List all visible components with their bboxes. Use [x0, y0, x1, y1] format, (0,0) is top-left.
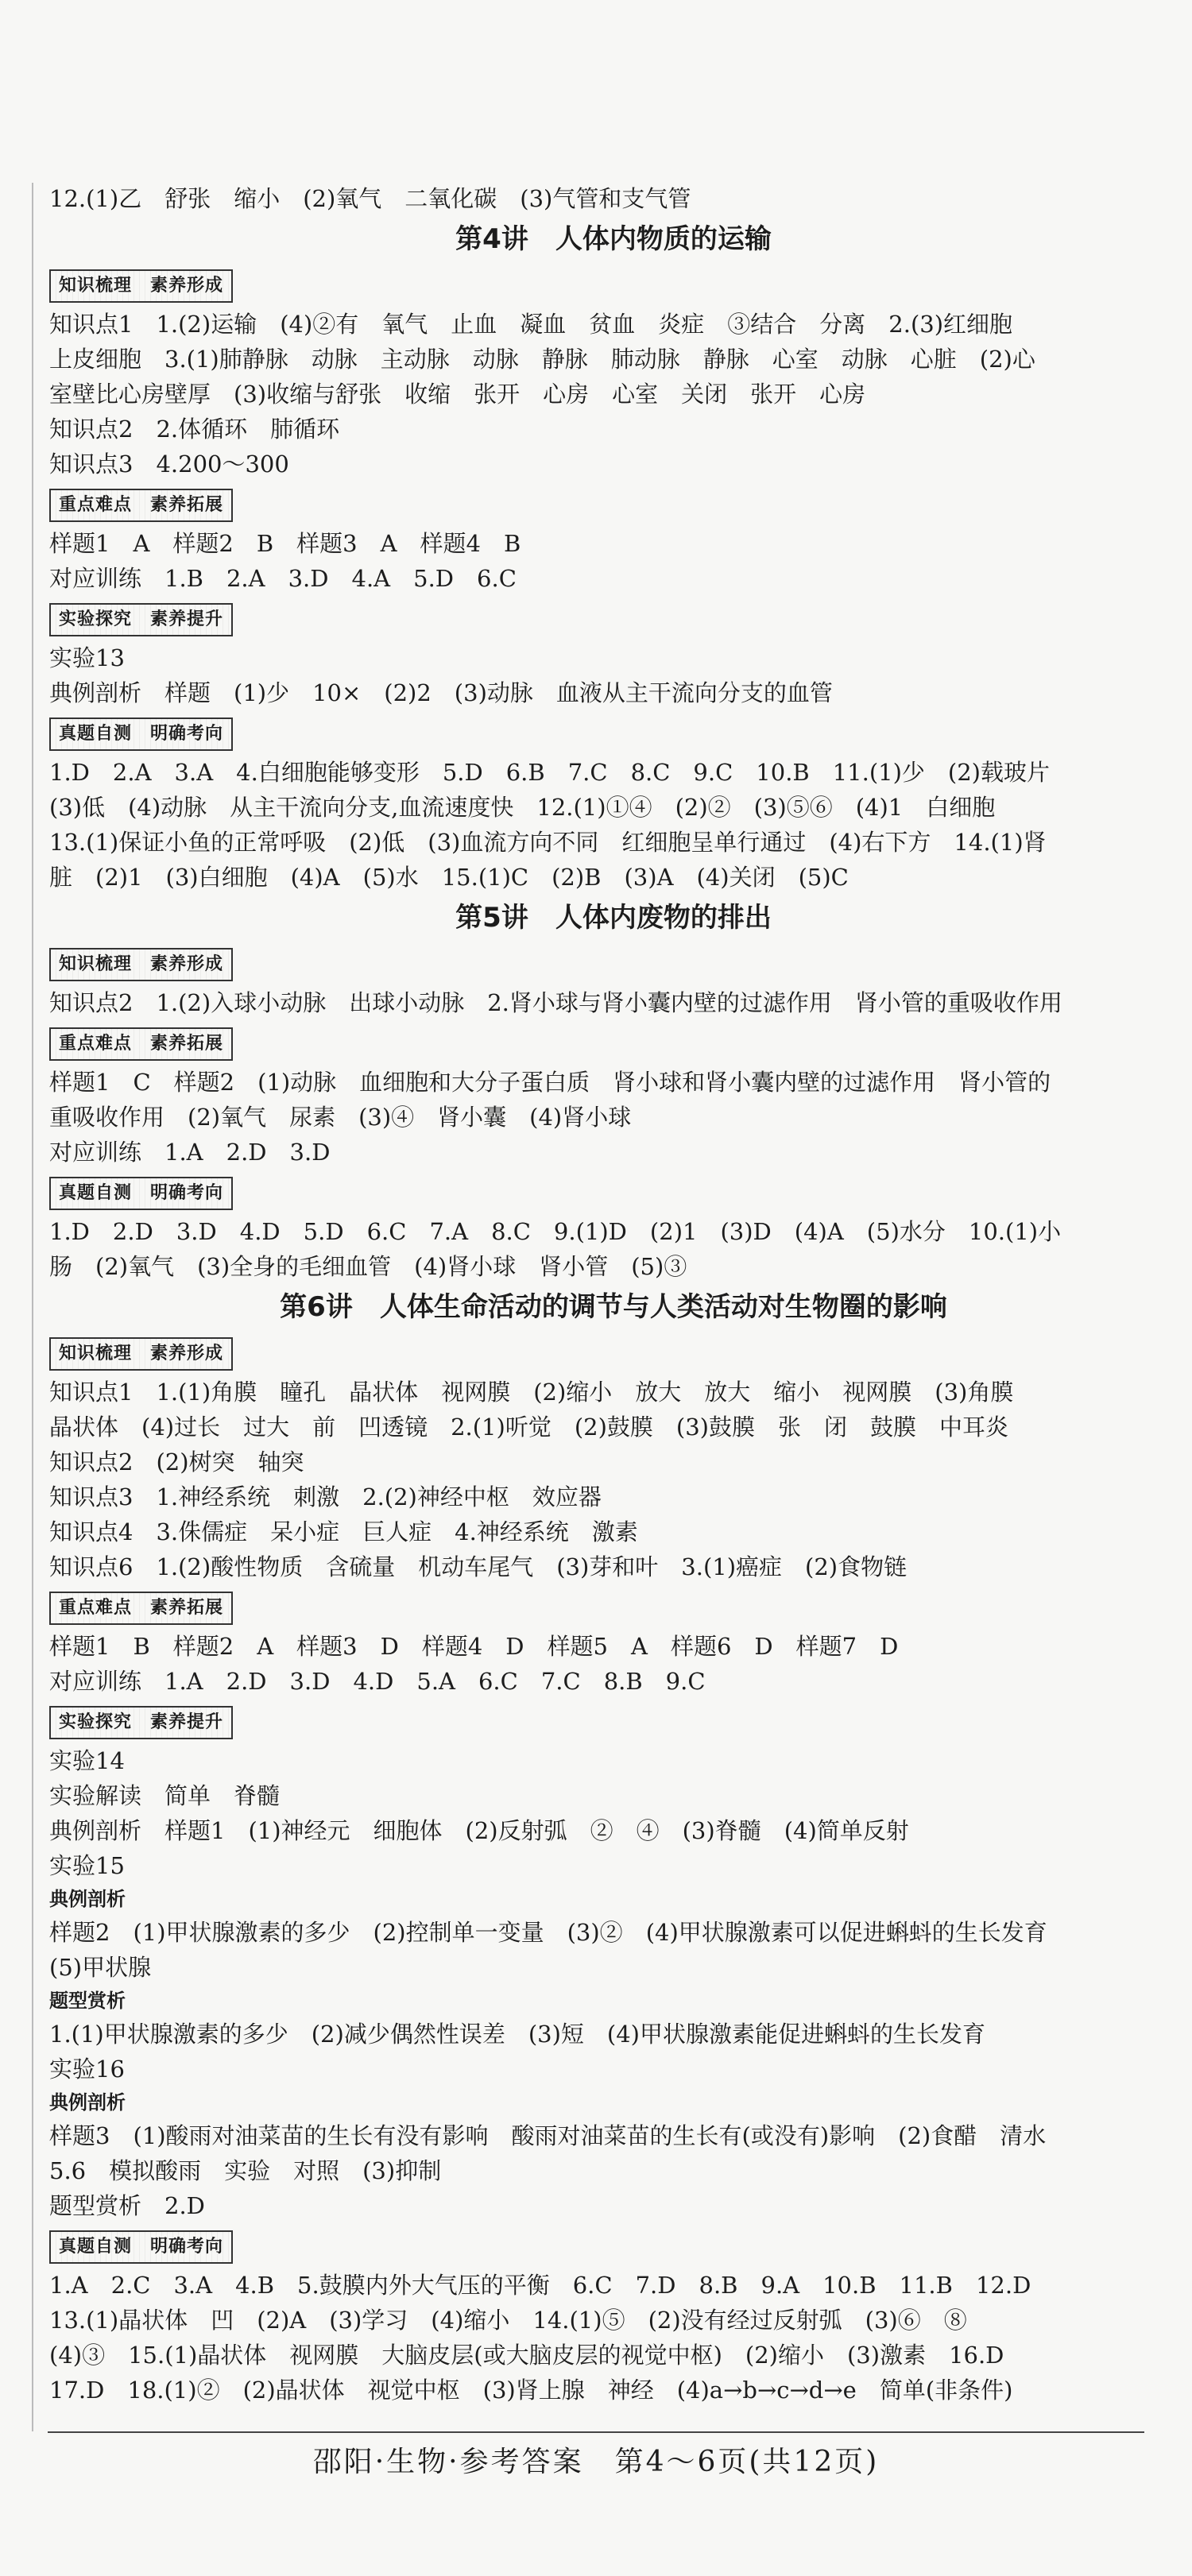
section-banner: 重点难点 素养拓展: [49, 489, 233, 522]
answer-line: 知识点2 2.体循环 肺循环: [49, 416, 340, 443]
answer-line: 样题2 (1)甲状腺激素的多少 (2)控制单一变量 (3)② (4)甲状腺激素可以促进蝌蚪的生长发育: [49, 1919, 1047, 1946]
section-banner-row: [49, 1023, 1178, 1065]
answer-line: 实验解读 简单 脊髓: [49, 1782, 281, 1809]
lecture-title: 第4讲 人体内物质的运输: [455, 223, 772, 255]
sub-heading: 典例剖析: [49, 1888, 126, 1910]
answer-line: 样题1 C 样题2 (1)动脉 血细胞和大分子蛋白质 肾小球和肾小囊内壁的过滤作用 肾小管的: [49, 1069, 1051, 1096]
answer-line: 晶状体 (4)过长 过大 前 凹透镜 2.(1)听觉 (2)鼓膜 (3)鼓膜 张 闭 鼓膜 中耳炎: [49, 1414, 1008, 1441]
answer-line: 典例剖析 样题1 (1)神经元 细胞体 (2)反射弧 ② ④ (3)脊髓 (4)简单反射: [49, 1817, 909, 1844]
answer-line: 1.D 2.D 3.D 4.D 5.D 6.C 7.A 8.C 9.(1)D (2)1 (3)D (4)A (5)水分 10.(1)小: [49, 1218, 1062, 1245]
answer-line: (3)低 (4)动脉 从主干流向分支,血流速度快 12.(1)①④ (2)② (3)⑤⑥ (4)1 白细胞: [49, 794, 996, 821]
answer-line: 实验14: [49, 1747, 125, 1774]
section-banner: 知识梳理 素养形成: [49, 269, 233, 303]
sub-heading: 题型赏析: [49, 1990, 126, 2012]
section-banner: 真题自测 明确考向: [49, 717, 233, 751]
answer-line: 室壁比心房壁厚 (3)收缩与舒张 收缩 张开 心房 心室 关闭 张开 心房: [49, 381, 866, 408]
answer-line: 上皮细胞 3.(1)肺静脉 动脉 主动脉 动脉 静脉 肺动脉 静脉 心室 动脉 心脏 (2)心: [49, 346, 1035, 373]
answer-line: 17.D 18.(1)② (2)晶状体 视觉中枢 (3)肾上腺 神经 (4)a→b→c→d→e 简单(非条件): [49, 2377, 1013, 2404]
answer-line: 1.(1)甲状腺激素的多少 (2)减少偶然性误差 (3)短 (4)甲状腺激素能促进蝌蚪的生长发育: [49, 2021, 985, 2048]
answer-line: 典例剖析 样题 (1)少 10× (2)2 (3)动脉 血液从主干流向分支的血管: [49, 679, 833, 706]
answer-line: 知识点3 4.200～300: [49, 451, 289, 478]
answer-line: 实验13: [49, 644, 125, 671]
section-banner-row: [49, 2226, 1178, 2268]
answer-line: 知识点6 1.(2)酸性物质 含硫量 机动车尾气 (3)芽和叶 3.(1)癌症 (2)食物链: [49, 1553, 908, 1580]
section-banner: 真题自测 明确考向: [49, 2230, 233, 2264]
section-banner-row: [49, 1173, 1178, 1214]
answer-line: (4)③ 15.(1)晶状体 视网膜 大脑皮层(或大脑皮层的视觉中枢) (2)缩小 (3)激素 16.D: [49, 2342, 1004, 2369]
section-banner: 实验探究 素养提升: [49, 603, 233, 636]
answer-line: 知识点3 1.神经系统 刺激 2.(2)神经中枢 效应器: [49, 1483, 602, 1510]
answer-line: 样题1 B 样题2 A 样题3 D 样题4 D 样题5 A 样题6 D 样题7 D: [49, 1633, 899, 1660]
answer-line: 12.(1)乙 舒张 缩小 (2)氧气 二氧化碳 (3)气管和支气管: [49, 185, 691, 212]
section-banner: 重点难点 素养拓展: [49, 1592, 233, 1625]
answer-line: 知识点2 1.(2)入球小动脉 出球小动脉 2.肾小球与肾小囊内壁的过滤作用 肾小管的重吸收作用: [49, 989, 1062, 1016]
section-banner: 知识梳理 素养形成: [49, 948, 233, 981]
answer-line: 1.A 2.C 3.A 4.B 5.鼓膜内外大气压的平衡 6.C 7.D 8.B 9.A 10.B 11.B 12.D: [49, 2272, 1031, 2299]
section-banner: 知识梳理 素养形成: [49, 1337, 233, 1371]
answer-line: 对应训练 1.B 2.A 3.D 4.A 5.D 6.C: [49, 565, 517, 592]
section-banner-row: [49, 265, 1178, 307]
section-banner-row: [49, 1588, 1178, 1629]
section-banner-row: [49, 1333, 1178, 1375]
answer-line: 知识点1 1.(2)运输 (4)②有 氧气 止血 凝血 贫血 炎症 ③结合 分离 2.(3)红细胞: [49, 311, 1013, 338]
section-banner-row: [49, 485, 1178, 526]
answer-line: 实验16: [49, 2056, 125, 2083]
answer-line: 知识点4 3.侏儒症 呆小症 巨人症 4.神经系统 激素: [49, 1518, 638, 1545]
page-footer: 邵阳·生物·参考答案 第4～6页(共12页): [312, 2446, 880, 2478]
answer-line: 1.D 2.A 3.A 4.白细胞能够变形 5.D 6.B 7.C 8.C 9.C 10.B 11.(1)少 (2)载玻片: [49, 759, 1050, 786]
section-banner-row: [49, 599, 1178, 640]
section-banner-row: [49, 1702, 1178, 1743]
answer-line: 样题3 (1)酸雨对油菜苗的生长有没有影响 酸雨对油菜苗的生长有(或没有)影响 (2)食醋 清水: [49, 2122, 1047, 2149]
answer-line: 知识点2 (2)树突 轴突: [49, 1449, 304, 1476]
section-banner-row: [49, 714, 1178, 755]
sub-heading: 典例剖析: [49, 2091, 126, 2114]
lecture-title: 第6讲 人体生命活动的调节与人类活动对生物圈的影响: [280, 1291, 947, 1323]
margin-rule: [32, 183, 33, 2431]
answer-line: 肠 (2)氧气 (3)全身的毛细血管 (4)肾小球 肾小管 (5)③: [49, 1253, 687, 1280]
answer-line: (5)甲状腺: [49, 1954, 152, 1981]
section-banner: 实验探究 素养提升: [49, 1706, 233, 1739]
footer-divider: [48, 2431, 1144, 2433]
answer-line: 13.(1)保证小鱼的正常呼吸 (2)低 (3)血流方向不同 红细胞呈单行通过 (4)右下方 14.(1)肾: [49, 829, 1047, 856]
answer-line: 样题1 A 样题2 B 样题3 A 样题4 B: [49, 530, 521, 557]
answer-line: 脏 (2)1 (3)白细胞 (4)A (5)水 15.(1)C (2)B (3)A (4)关闭 (5)C: [49, 864, 849, 891]
answer-line: 知识点1 1.(1)角膜 瞳孔 晶状体 视网膜 (2)缩小 放大 放大 缩小 视网膜 (3)角膜: [49, 1379, 1014, 1406]
answer-line: 对应训练 1.A 2.D 3.D: [49, 1139, 331, 1166]
lecture-title: 第5讲 人体内废物的排出: [455, 902, 772, 934]
answer-line: 对应训练 1.A 2.D 3.D 4.D 5.A 6.C 7.C 8.B 9.C: [49, 1668, 706, 1695]
answer-line: 题型赏析 2.D: [49, 2192, 205, 2219]
section-banner-row: [49, 944, 1178, 985]
answer-line: 5.6 模拟酸雨 实验 对照 (3)抑制: [49, 2157, 442, 2184]
section-banner: 重点难点 素养拓展: [49, 1027, 233, 1061]
section-banner: 真题自测 明确考向: [49, 1177, 233, 1210]
answer-line: 重吸收作用 (2)氧气 尿素 (3)④ 肾小囊 (4)肾小球: [49, 1104, 632, 1131]
answer-line: 实验15: [49, 1852, 125, 1879]
answer-content: [49, 181, 1178, 2408]
answer-line: 13.(1)晶状体 凹 (2)A (3)学习 (4)缩小 14.(1)⑤ (2)没有经过反射弧 (3)⑥ ⑧: [49, 2307, 967, 2334]
